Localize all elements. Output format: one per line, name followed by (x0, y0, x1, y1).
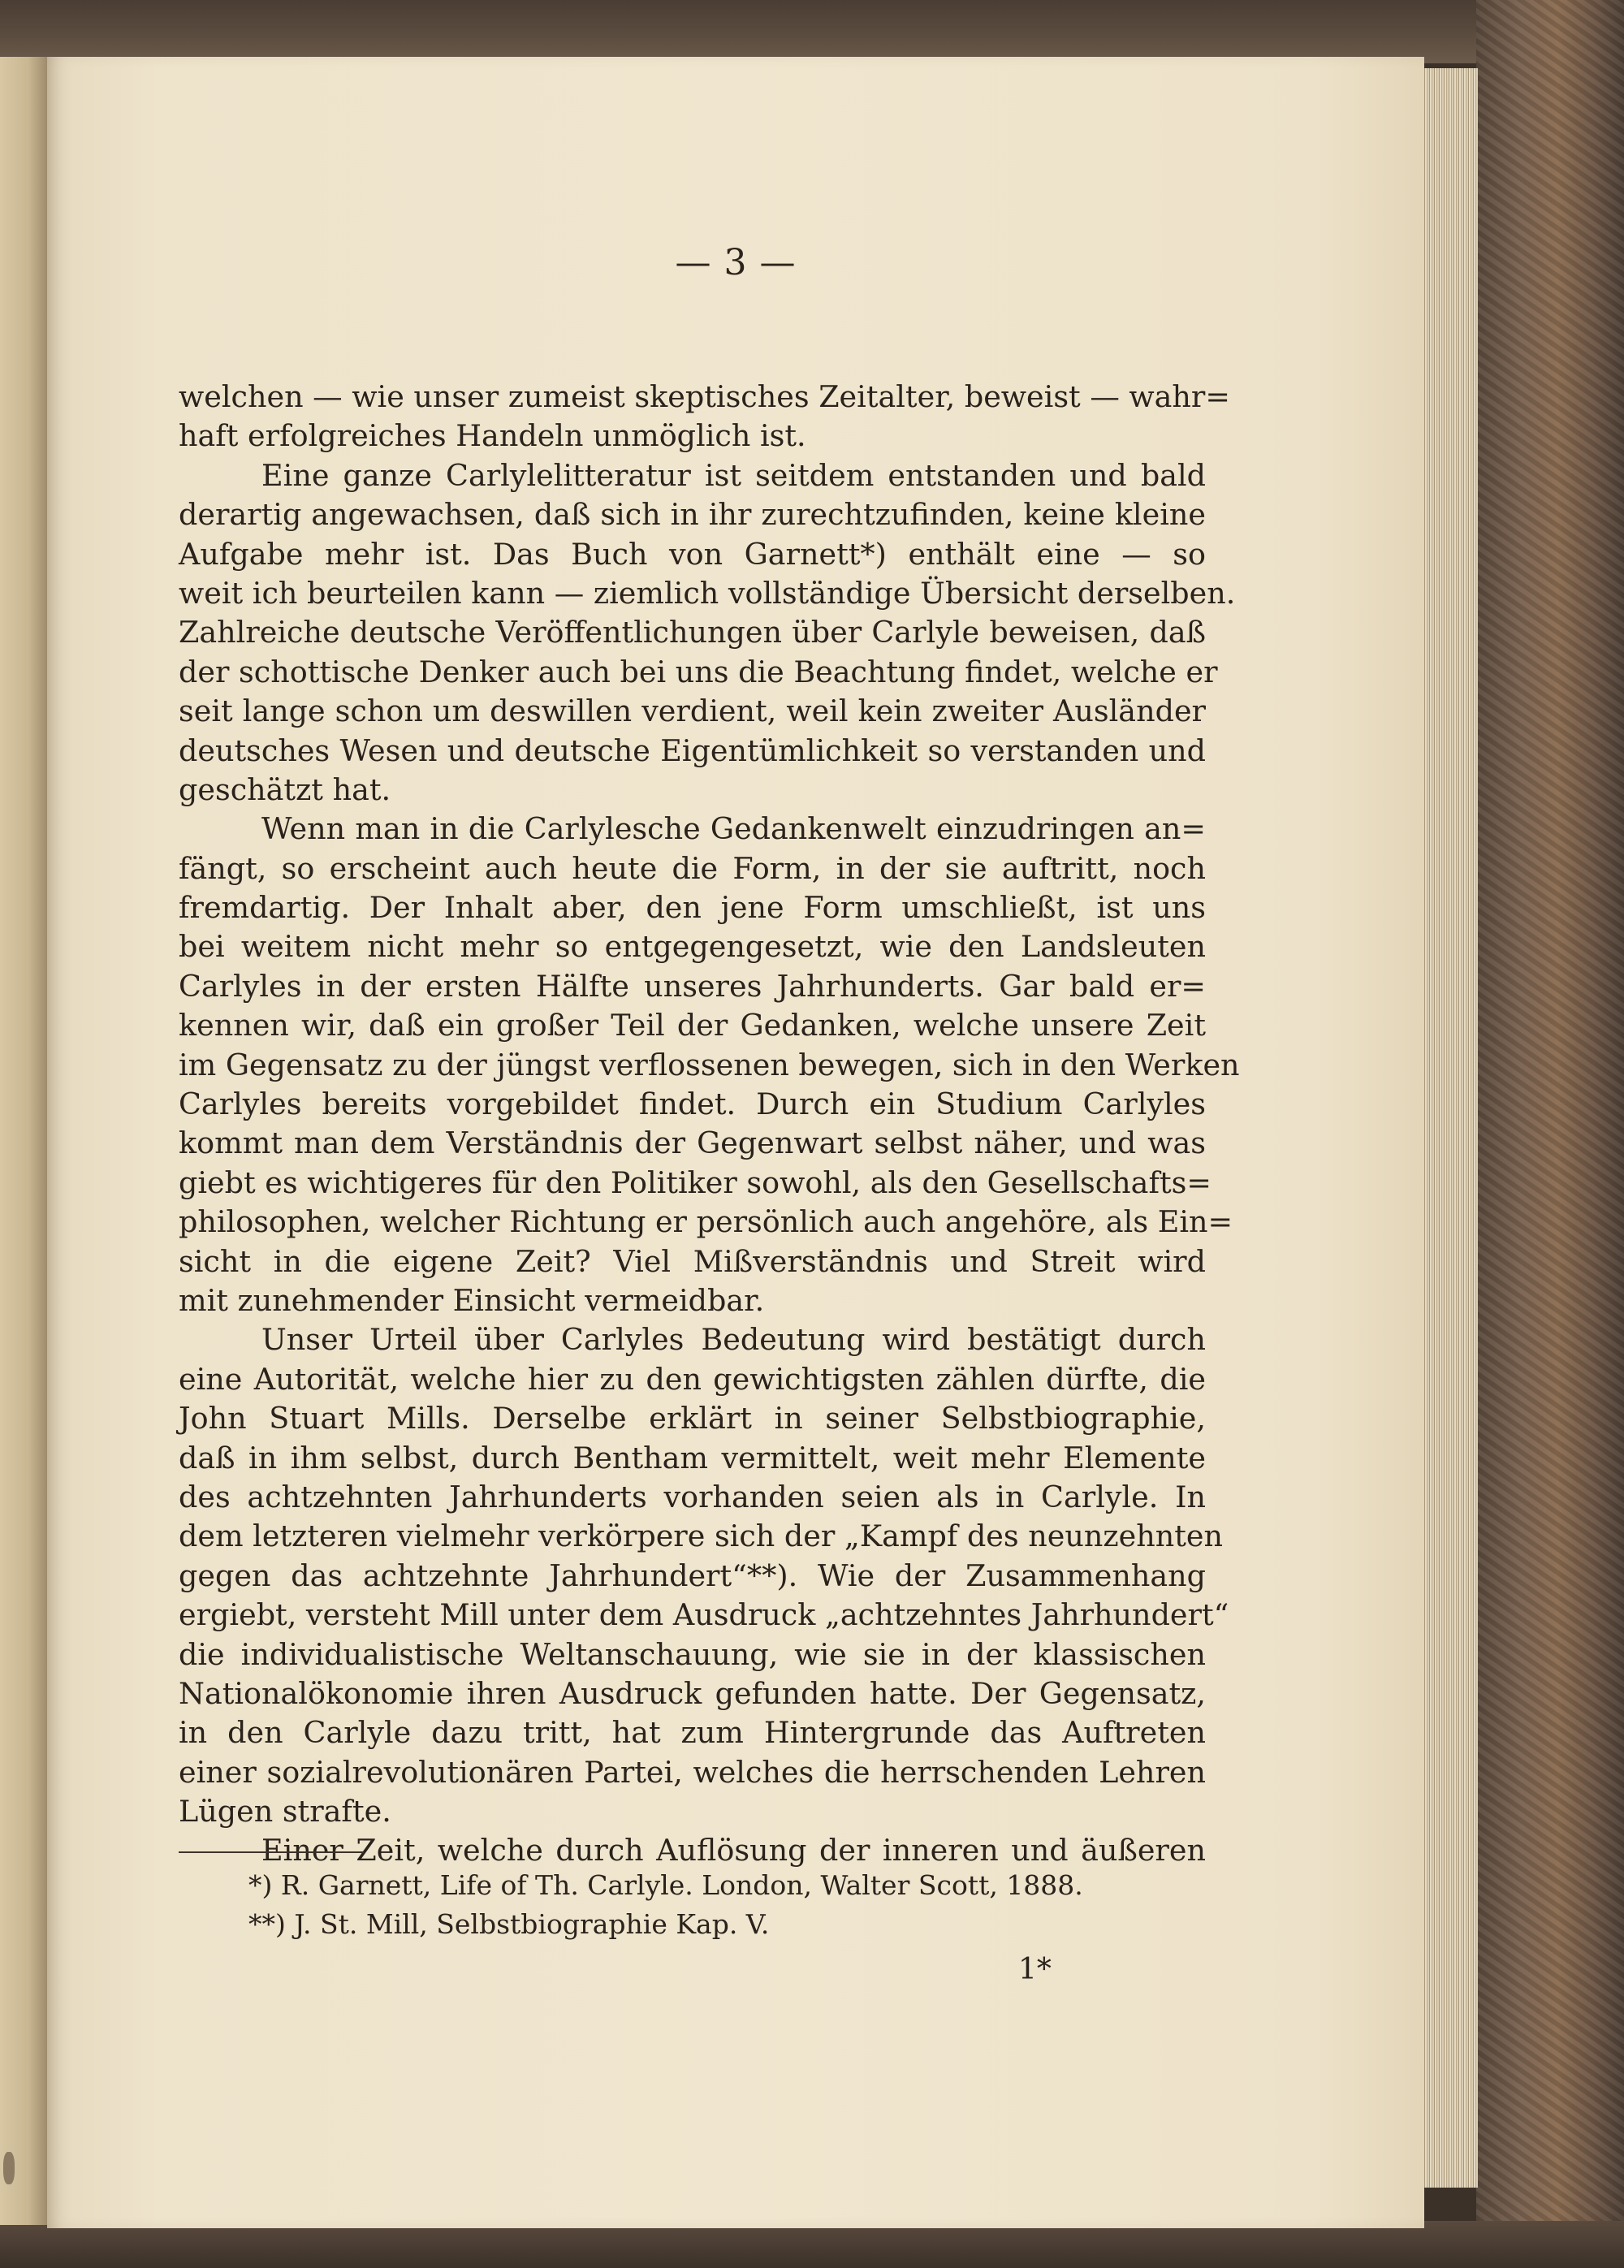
page-number: — 3 — (675, 242, 797, 283)
text-line: Eine ganze Carlylelitteratur ist seitdem entstanden und bald (261, 457, 1206, 493)
text-line: bei weitem nicht mehr so entgegengesetzt, wie den Landsleuten (179, 929, 1206, 965)
text-line: eine Autorität, welche hier zu den gewichtigsten zählen dürfte, die (179, 1361, 1206, 1397)
text-line: Nationalökonomie ihren Ausdruck gefunden hatte. Der Gegensatz, (179, 1675, 1206, 1711)
text-line: Carlyles in der ersten Hälfte unseres Jahrhunderts. Gar bald er= (179, 968, 1206, 1004)
binding-mark (3, 2152, 15, 2184)
text-line: fängt, so erscheint auch heute die Form, in der sie auftritt, noch (179, 850, 1206, 886)
text-line: in den Carlyle dazu tritt, hat zum Hintergrunde das Auftreten (179, 1715, 1206, 1751)
text-line: deutsches Wesen und deutsche Eigentümlichkeit so verstanden und (179, 732, 1206, 768)
text-line: die individualistische Weltanschauung, wie sie in der klassischen (179, 1636, 1206, 1672)
text-line: fremdartig. Der Inhalt aber, den jene Form umschließt, ist uns (179, 890, 1206, 926)
text-line: geschätzt hat. (179, 771, 391, 807)
text-line: philosophen, welcher Richtung er persönlich auch angehöre, als Ein= (179, 1204, 1233, 1240)
text-line: kommt man dem Verständnis der Gegenwart selbst näher, und was (179, 1125, 1206, 1161)
book-cover-top (0, 0, 1624, 63)
text-line: giebt es wichtigeres für den Politiker sowohl, als den Gesellschafts= (179, 1164, 1212, 1200)
text-line: ergiebt, versteht Mill unter dem Ausdruck „achtzehntes Jahrhundert“ (179, 1597, 1229, 1633)
text-line: Aufgabe mehr ist. Das Buch von Garnett*) enthält eine — so (179, 536, 1206, 572)
footnote-1: *) R. Garnett, Life of Th. Carlyle. London, Walter Scott, 1888. (248, 1869, 1083, 1901)
text-line: Unser Urteil über Carlyles Bedeutung wird bestätigt durch (261, 1322, 1206, 1358)
text-line: John Stuart Mills. Derselbe erklärt in seiner Selbstbiographie, (179, 1401, 1206, 1436)
text-line: Zahlreiche deutsche Veröffentlichungen über Carlyle beweisen, daß (179, 615, 1206, 650)
text-line: des achtzehnten Jahrhunderts vorhanden seien als in Carlyle. In (179, 1479, 1206, 1514)
text-line: weit ich beurteilen kann — ziemlich vollständige Übersicht derselben. (179, 575, 1236, 611)
footnote-rule (179, 1851, 364, 1853)
page-stack-edges (1423, 68, 1478, 2188)
body-text (179, 378, 1240, 1871)
left-page-edge (0, 57, 47, 2225)
text-line: mit zunehmender Einsicht vermeidbar. (179, 1282, 765, 1318)
footnote-2: **) J. St. Mill, Selbstbiographie Kap. V. (248, 1908, 770, 1940)
text-line: kennen wir, daß ein großer Teil der Gedanken, welche unsere Zeit (179, 1008, 1206, 1043)
text-line: haft erfolgreiches Handeln unmöglich ist. (179, 418, 806, 454)
text-line: der schottische Denker auch bei uns die Beachtung findet, welche er (179, 654, 1218, 689)
text-line: im Gegensatz zu der jüngst verflossenen bewegen, sich in den Werken (179, 1047, 1240, 1082)
text-line: gegen das achtzehnte Jahrhundert“**). Wie der Zusammenhang (179, 1557, 1206, 1593)
text-line: daß in ihm selbst, durch Bentham vermittelt, weit mehr Elemente (179, 1440, 1206, 1475)
text-line: Carlyles bereits vorgebildet findet. Durch ein Studium Carlyles (179, 1086, 1206, 1122)
text-line: welchen — wie unser zumeist skeptisches Zeitalter, beweist — wahr= (179, 379, 1230, 414)
text-line: Einer Zeit, welche durch Auflösung der inneren und äußeren (261, 1833, 1206, 1868)
text-line: seit lange schon um deswillen verdient, weil kein zweiter Ausländer (179, 693, 1206, 729)
text-line: einer sozialrevolutionären Partei, welches die herrschenden Lehren (179, 1754, 1206, 1790)
text-line: derartig angewachsen, daß sich in ihr zurechtzufinden, keine kleine (179, 497, 1206, 533)
text-line: sicht in die eigene Zeit? Viel Mißverständnis und Streit wird (179, 1243, 1206, 1279)
text-line: dem letzteren vielmehr verkörpere sich der „Kampf des neunzehnten (179, 1518, 1223, 1554)
text-line: Lügen strafte. (179, 1794, 391, 1830)
book-cover-right (1476, 0, 1624, 2268)
book-page (47, 57, 1424, 2228)
signature-mark: 1* (1018, 1953, 1052, 1986)
footnotes (248, 1866, 1207, 1944)
text-line: Wenn man in die Carlylesche Gedankenwelt einzudringen an= (261, 811, 1206, 847)
